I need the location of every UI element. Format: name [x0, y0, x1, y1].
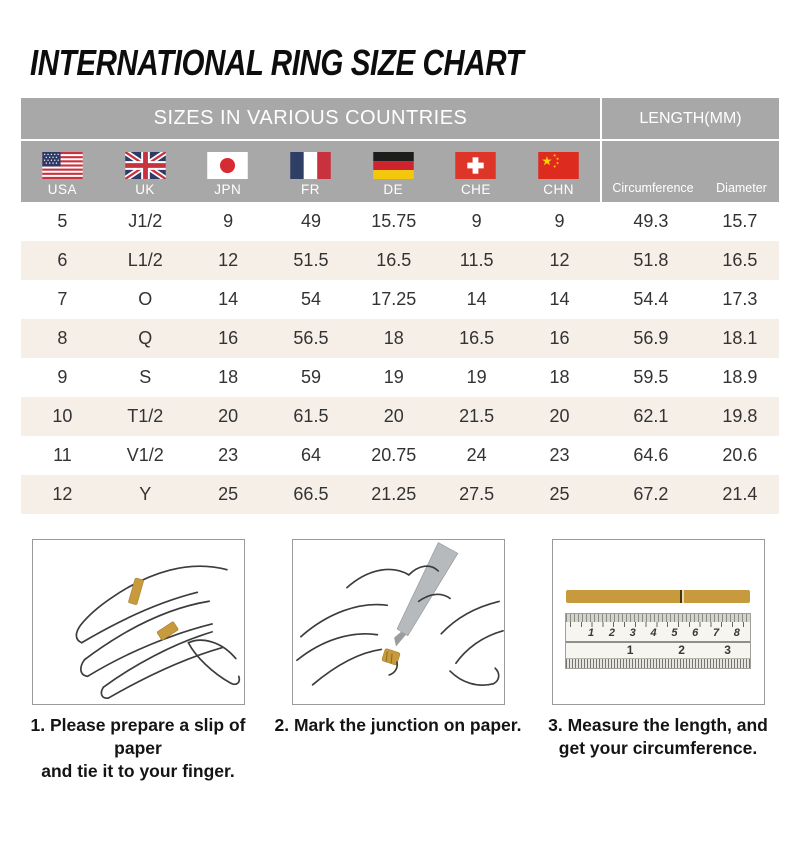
- cell-jpn: 12: [218, 250, 239, 270]
- cell-fr: 54: [300, 289, 321, 309]
- cell-diameter: 18.9: [722, 367, 758, 387]
- page-title: INTERNATIONAL RING SIZE CHART: [30, 42, 524, 83]
- ruler-inch-numbers: [566, 643, 750, 658]
- country-columns: [21, 141, 600, 202]
- ruler-cm-number: 4: [650, 627, 657, 639]
- table-column-header-row: [21, 141, 779, 202]
- strip-cut: [682, 590, 684, 603]
- japan-flag-icon: [207, 152, 248, 179]
- column-header-jpn: [186, 141, 269, 202]
- cell-diameter: 15.7: [722, 211, 758, 231]
- cell-che: 19: [466, 367, 487, 387]
- table-row: [21, 241, 779, 280]
- ruler-cm-number: 7: [712, 627, 720, 639]
- table-row: [21, 280, 779, 319]
- step1-caption: [12, 714, 264, 783]
- column-header-chn: [517, 141, 600, 202]
- step3-caption: [548, 714, 768, 760]
- table-row: [21, 436, 779, 475]
- column-header-che: [435, 141, 518, 202]
- cell-circumference: 56.9: [633, 328, 669, 348]
- cell-usa: 7: [57, 289, 68, 309]
- caption-line: 1. Please prepare a slip of paper: [30, 715, 246, 759]
- cell-diameter: 17.3: [722, 289, 758, 309]
- ruler-inch-number: 2: [678, 643, 685, 657]
- cell-che: 14: [466, 289, 487, 309]
- cell-jpn: 23: [218, 445, 239, 465]
- cell-diameter: 20.6: [722, 445, 758, 465]
- column-label: USA: [47, 182, 77, 197]
- cell-fr: 66.5: [293, 484, 329, 504]
- sizes-group-header: SIZES IN VARIOUS COUNTRIES: [21, 98, 600, 139]
- cell-che: 11.5: [459, 250, 494, 270]
- cell-de: 19: [383, 367, 404, 387]
- caption-line: 2. Mark the junction on paper.: [274, 715, 522, 735]
- cell-usa: 11: [53, 445, 72, 465]
- column-label-diameter: Diameter: [716, 181, 767, 195]
- column-label: JPN: [214, 182, 242, 197]
- ruler-cm-number: 6: [692, 627, 699, 639]
- germany-flag-icon: [373, 152, 414, 179]
- cell-usa: 6: [57, 250, 68, 270]
- caption-line: and tie it to your finger.: [41, 761, 235, 782]
- cell-chn: 25: [549, 484, 570, 504]
- cell-uk: O: [138, 289, 153, 309]
- step-1: [12, 539, 264, 783]
- cell-circumference: 62.1: [633, 406, 669, 426]
- ruler-cm-number: 8: [733, 627, 740, 639]
- table-row: [21, 397, 779, 436]
- table-group-header-row: [21, 98, 779, 139]
- cell-uk: S: [139, 367, 152, 387]
- table-row: [21, 319, 779, 358]
- cell-usa: 9: [57, 367, 68, 387]
- cell-usa: 10: [52, 406, 73, 426]
- cell-circumference: 49.3: [633, 211, 669, 231]
- column-header-usa: [21, 141, 104, 202]
- cell-fr: 51.5: [293, 250, 329, 270]
- cell-circumference: 59.5: [633, 367, 669, 387]
- cell-uk: T1/2: [127, 406, 164, 426]
- cell-usa: 8: [57, 328, 68, 348]
- cell-de: 15.75: [371, 211, 417, 231]
- ruler-icon: [565, 613, 751, 669]
- cell-de: 20.75: [371, 445, 417, 465]
- step2-caption: [275, 714, 522, 737]
- column-header-de: [352, 141, 435, 202]
- instruction-steps: [0, 539, 800, 783]
- cell-uk: V1/2: [126, 445, 164, 465]
- cell-circumference: 64.6: [633, 445, 669, 465]
- step-3: [532, 539, 784, 783]
- uk-flag-icon: [125, 152, 166, 179]
- cell-fr: 61.5: [293, 406, 329, 426]
- column-label: CHE: [460, 182, 491, 197]
- ruler-inch-number: 3: [724, 643, 731, 657]
- cell-che: 16.5: [459, 328, 495, 348]
- column-header-uk: [104, 141, 187, 202]
- cell-chn: 23: [549, 445, 570, 465]
- cell-chn: 14: [549, 289, 570, 309]
- cell-che: 9: [471, 211, 482, 231]
- cell-chn: 20: [549, 406, 570, 426]
- switzerland-flag-icon: [455, 152, 496, 179]
- cell-uk: Q: [138, 328, 153, 348]
- ruler-edge-ticks: [566, 614, 750, 622]
- cell-diameter: 16.5: [722, 250, 758, 270]
- ruler-cm-numbers: [566, 627, 750, 640]
- cell-chn: 12: [549, 250, 570, 270]
- column-header-fr: [269, 141, 352, 202]
- cell-circumference: 51.8: [633, 250, 669, 270]
- hand-marking-paper-icon: [293, 540, 504, 704]
- column-label: UK: [135, 182, 155, 197]
- column-label-circumference: Circumference: [612, 181, 694, 195]
- cell-chn: 18: [549, 367, 570, 387]
- paper-strip: [566, 590, 750, 603]
- caption-line: 3. Measure the length, and: [548, 715, 768, 735]
- ruler-cm-number: 2: [608, 627, 615, 639]
- cell-uk: J1/2: [128, 211, 163, 231]
- france-flag-icon: [290, 152, 331, 179]
- china-flag-icon: [538, 152, 579, 179]
- length-group-header: LENGTH(MM): [602, 98, 779, 139]
- cell-de: 17.25: [371, 289, 417, 309]
- ruler-cm-number: 1: [588, 627, 595, 639]
- cell-jpn: 16: [218, 328, 239, 348]
- cell-de: 21.25: [371, 484, 417, 504]
- cell-usa: 5: [57, 211, 68, 231]
- cell-circumference: 67.2: [633, 484, 669, 504]
- cell-jpn: 14: [218, 289, 239, 309]
- cell-che: 24: [466, 445, 487, 465]
- step1-illustration: [32, 539, 245, 705]
- usa-flag-icon: [42, 152, 83, 179]
- step2-illustration: [292, 539, 505, 705]
- cell-fr: 64: [300, 445, 321, 465]
- caption-line: get your circumference.: [558, 738, 758, 759]
- ring-size-table: [21, 98, 779, 514]
- cell-uk: Y: [139, 484, 152, 504]
- table-row: [21, 358, 779, 397]
- cell-fr: 49: [300, 211, 321, 231]
- cell-che: 27.5: [459, 484, 495, 504]
- ring-size-chart-page: [0, 42, 800, 783]
- column-label: FR: [301, 182, 321, 197]
- length-columns: [602, 141, 779, 202]
- cell-chn: 9: [554, 211, 565, 231]
- step3-illustration: [552, 539, 765, 705]
- cell-fr: 59: [300, 367, 321, 387]
- step-2: [272, 539, 524, 783]
- cell-diameter: 18.1: [722, 328, 758, 348]
- column-label: CHN: [543, 182, 575, 197]
- ruler-fine-ticks: [566, 658, 750, 668]
- table-row: [21, 202, 779, 241]
- cell-circumference: 54.4: [633, 289, 669, 309]
- cell-usa: 12: [52, 484, 73, 504]
- cell-che: 21.5: [459, 406, 495, 426]
- hand-with-paper-strip-icon: [33, 540, 244, 704]
- cell-diameter: 19.8: [722, 406, 758, 426]
- column-label: DE: [383, 182, 404, 197]
- cell-de: 20: [383, 406, 404, 426]
- ruler-inch-number: 1: [626, 643, 634, 657]
- cell-uk: L1/2: [127, 250, 163, 270]
- cell-jpn: 18: [218, 367, 239, 387]
- cell-chn: 16: [549, 328, 570, 348]
- ruler-cm-number: 3: [629, 627, 636, 639]
- cell-diameter: 21.4: [722, 484, 758, 504]
- cell-fr: 56.5: [293, 328, 329, 348]
- cell-de: 18: [383, 328, 404, 348]
- cell-de: 16.5: [376, 250, 412, 270]
- table-body: [21, 202, 779, 514]
- cell-jpn: 9: [223, 211, 234, 231]
- ruler-cm-number: 5: [671, 627, 678, 639]
- table-row: [21, 475, 779, 514]
- cell-jpn: 25: [218, 484, 239, 504]
- cell-jpn: 20: [218, 406, 239, 426]
